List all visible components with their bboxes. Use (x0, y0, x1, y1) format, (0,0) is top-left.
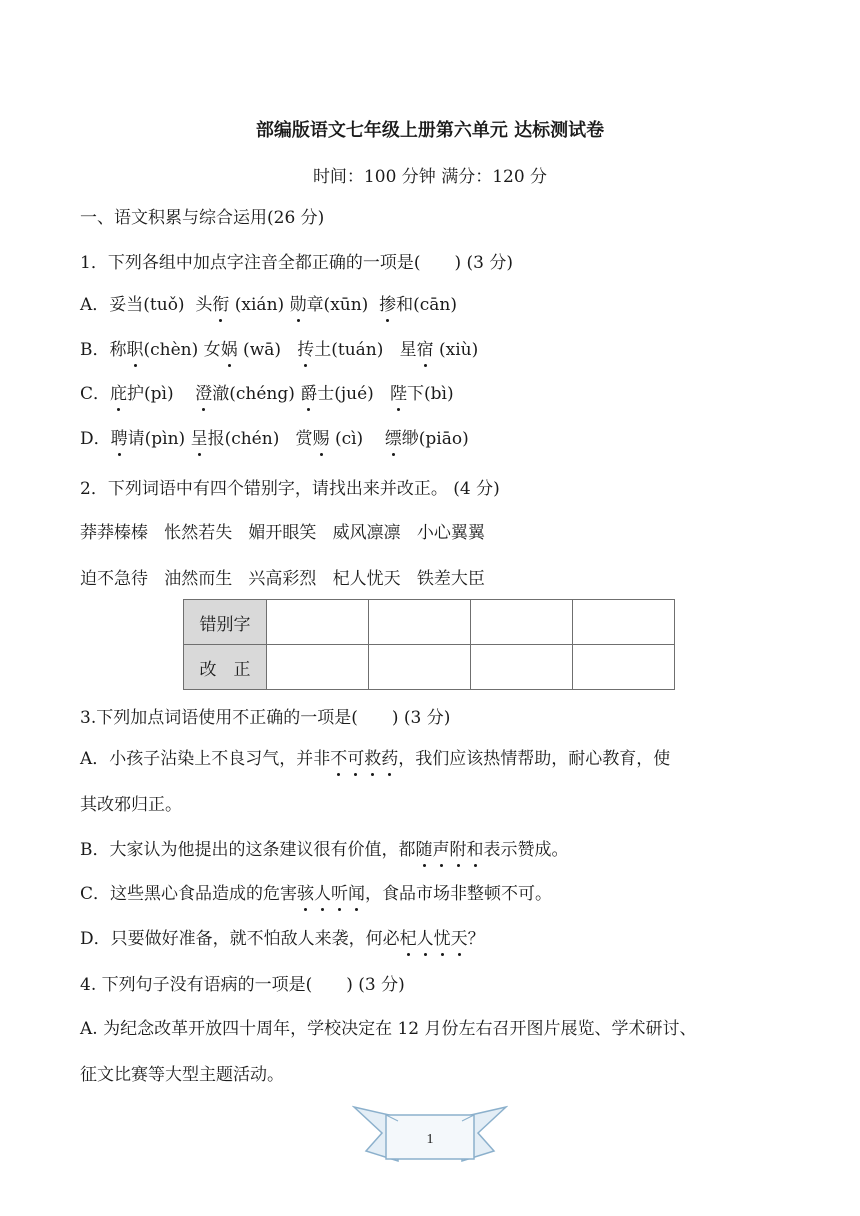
correction-table (183, 599, 675, 690)
wrong-char-label: 错别字 (184, 600, 267, 645)
question-1-option-d: D．聘请(pìn) 呈报(chén) 赏赐 (cì) 缥缈(piāo) (80, 429, 469, 449)
question-3-option-c: C．这些黑心食品造成的危害骇人听闻，食品市场非整顿不可。 (80, 884, 553, 904)
answer-cell[interactable] (267, 645, 369, 690)
exam-info: 时间：100 分钟 满分：120 分 (312, 167, 548, 187)
question-1-option-b: B．称职(chèn) 女娲 (wā) 抟土(tuán) 星宿 (xiù) (80, 340, 479, 360)
answer-cell[interactable] (573, 600, 675, 645)
page-title: 部编版语文七年级上册第六单元 达标测试卷 (255, 120, 605, 141)
question-2-words-row-1: 莽莽榛榛 怅然若失 媚开眼笑 威风凛凛 小心翼翼 (80, 523, 485, 543)
question-1-option-a: A．妥当(tuǒ) 头衔 (xián) 勋章(xūn) 掺和(cān) (80, 295, 457, 315)
answer-cell[interactable] (369, 645, 471, 690)
question-4-stem: 4. 下列句子没有语病的一项是( ) (3 分) (80, 975, 405, 995)
answer-cell[interactable] (471, 600, 573, 645)
question-2-stem: 2．下列词语中有四个错别字，请找出来并改正。 (4 分) (80, 479, 500, 499)
answer-cell[interactable] (267, 600, 369, 645)
question-2-words-row-2: 迫不急待 油然而生 兴高彩烈 杞人忧天 铁差大臣 (80, 569, 485, 589)
page-number: 1 (426, 1132, 434, 1147)
question-3-option-a-cont: 其改邪归正。 (80, 795, 182, 815)
question-3-stem: 3.下列加点词语使用不正确的一项是( ) (3 分) (80, 708, 451, 728)
answer-cell[interactable] (573, 645, 675, 690)
question-3-option-a: A．小孩子沾染上不良习气，并非不可救药，我们应该热情帮助，耐心教育，使 (80, 749, 671, 769)
table-row (184, 645, 675, 690)
question-4-option-a-cont: 征文比赛等大型主题活动。 (80, 1065, 284, 1085)
question-1-option-c: C．庇护(pì) 澄澈(chéng) 爵士(jué) 陛下(bì) (80, 384, 454, 404)
question-3-option-d: D．只要做好准备，就不怕敌人来袭，何必杞人忧天？ (80, 929, 485, 949)
answer-cell[interactable] (369, 600, 471, 645)
question-3-option-b: B．大家认为他提出的这条建议很有价值，都随声附和表示赞成。 (80, 840, 569, 860)
question-1-stem: 1．下列各组中加点字注音全都正确的一项是( ) (3 分) (80, 253, 513, 273)
section-heading: 一、语文积累与综合运用(26 分) (80, 208, 325, 228)
table-row (184, 600, 675, 645)
answer-cell[interactable] (471, 645, 573, 690)
question-4-option-a: A. 为纪念改革开放四十周年，学校决定在 12 月份左右召开图片展览、学术研讨、 (80, 1019, 697, 1039)
correction-label: 改 正 (184, 645, 267, 690)
